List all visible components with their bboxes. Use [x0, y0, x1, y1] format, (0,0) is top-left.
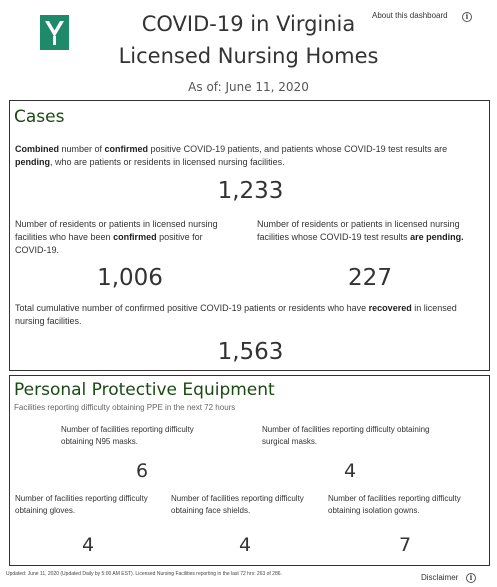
disclaimer-link[interactable]: Disclaimer: [421, 573, 459, 582]
isolation-gowns-label: Number of facilities reporting difficulty obtaining isolation gowns.: [328, 494, 461, 515]
ppe-panel: [9, 375, 490, 566]
page-subtitle: Licensed Nursing Homes: [118, 44, 379, 68]
about-dashboard-link[interactable]: About this dashboard: [372, 11, 448, 20]
face-shields-label: Number of facilities reporting difficulty obtaining face shields.: [171, 494, 304, 515]
footer-update-note: Updated: June 11, 2020 (Updated Daily by 5:00 AM EST). Licensed Nursing Facilities reporting in the last 72 hrs: 263 of 286.: [6, 571, 282, 577]
gloves-label: Number of facilities reporting difficulty obtaining gloves.: [15, 494, 148, 515]
pending-description: Number of residents or patients in licensed nursing facilities whose COVID-19 test results are pending.: [257, 219, 464, 242]
face-shields-value: 4: [238, 534, 252, 556]
about-info-icon[interactable]: i: [462, 12, 472, 22]
surgical-masks-value: 4: [343, 460, 357, 482]
isolation-gowns-value: 7: [398, 534, 412, 556]
disclaimer-info-icon[interactable]: i: [466, 573, 476, 583]
pending-cases-value: 227: [348, 265, 392, 291]
cases-panel: [9, 100, 490, 371]
ppe-title: Personal Protective Equipment: [14, 380, 275, 400]
as-of-date: As of: June 11, 2020: [188, 80, 309, 94]
gloves-value: 4: [81, 534, 95, 556]
combined-cases-value: 1,233: [217, 178, 284, 204]
recovered-description: Total cumulative number of confirmed positive COVID-19 patients or residents who have recovered in licensed nursing facilities.: [15, 303, 457, 326]
confirmed-description: Number of residents or patients in licensed nursing facilities who have been confirmed positive for COVID-19.: [15, 219, 218, 255]
n95-label: Number of facilities reporting difficulty obtaining N95 masks.: [61, 425, 194, 446]
page-title: COVID-19 in Virginia: [141, 12, 356, 36]
recovered-cases-value: 1,563: [217, 339, 284, 365]
cases-title: Cases: [14, 107, 65, 127]
combined-description: Combined number of confirmed positive COVID-19 patients, and patients whose COVID-19 test results are pending, who are patients or residents in licensed nursing facilities.: [15, 144, 448, 167]
ppe-subtitle: Facilities reporting difficulty obtaining PPE in the next 72 hours: [14, 403, 236, 412]
surgical-masks-label: Number of facilities reporting difficulty obtaining surgical masks.: [262, 425, 430, 446]
n95-value: 6: [135, 460, 149, 482]
confirmed-cases-value: 1,006: [97, 265, 163, 291]
